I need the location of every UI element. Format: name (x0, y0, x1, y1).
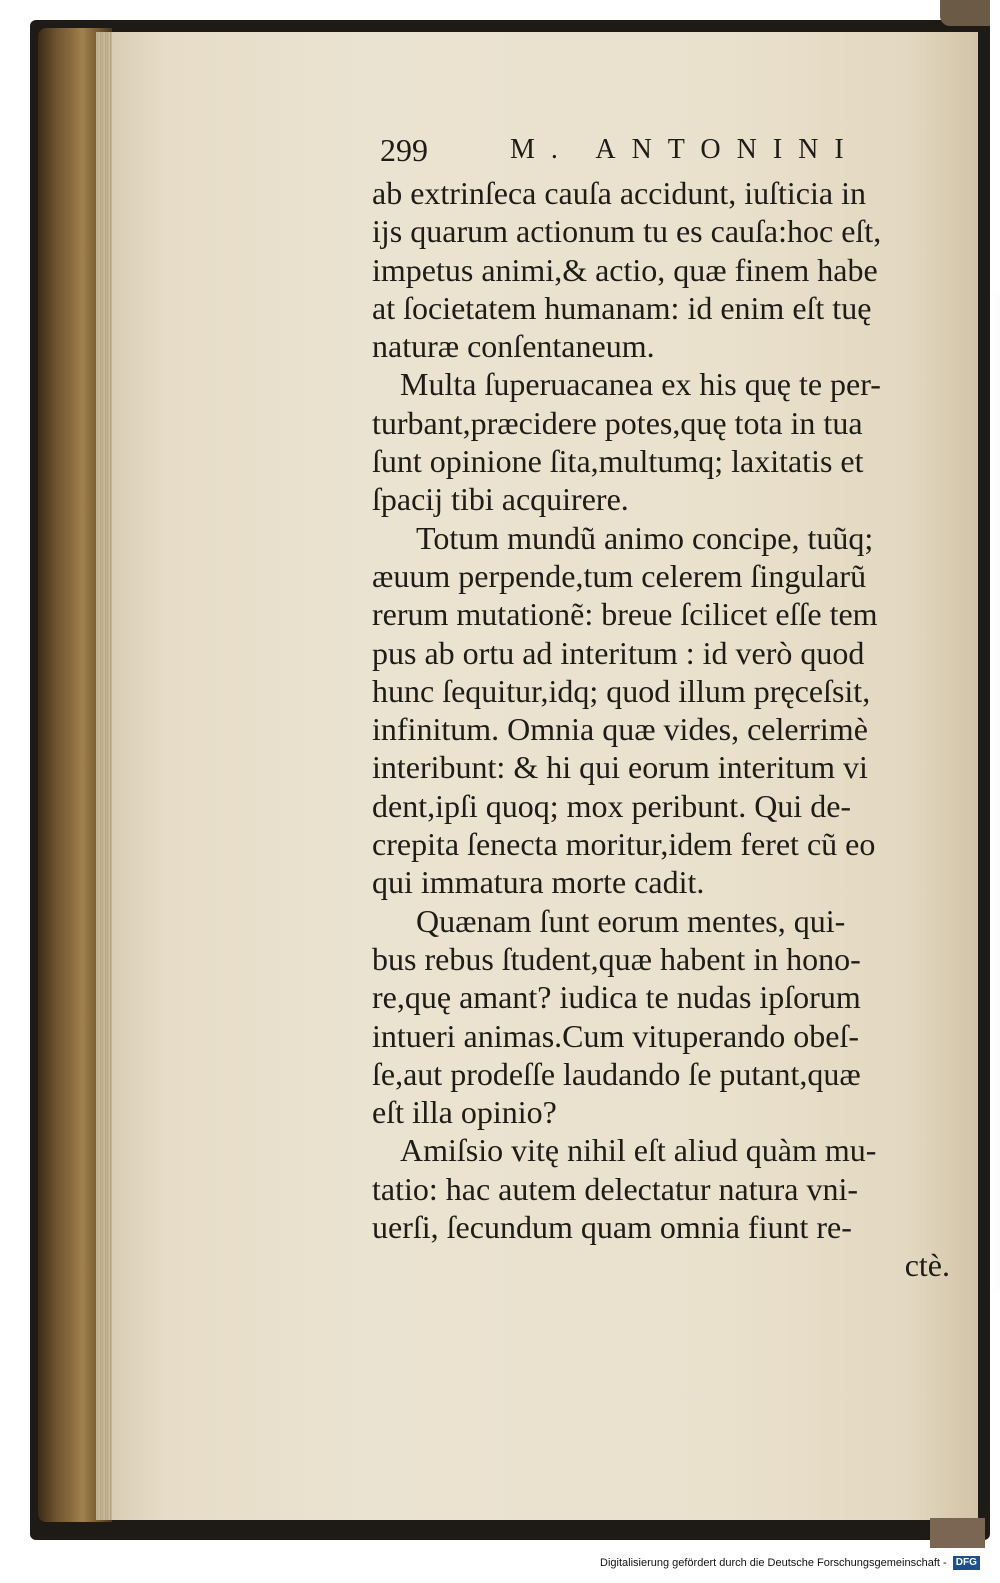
text-line: naturæ conſentaneum. (372, 328, 655, 365)
text-line: interibunt: & hi qui eorum interitum vi (372, 749, 868, 786)
text-line: ſpacij tibi acquirere. (372, 481, 629, 518)
text-line: ſe,aut prodeſſe laudando ſe putant,quæ (372, 1055, 861, 1092)
funding-note: Digitalisierung gefördert durch die Deutsche Forschungsgemeinschaft - (600, 1557, 947, 1569)
funding-footer (600, 1552, 990, 1574)
text-line: infinitum. Omnia quæ vides, celerrimè (372, 711, 868, 748)
text-line: ſunt opinione ſita,multumq; laxitatis et (372, 443, 864, 480)
text-line: at ſocietatem humanam: id enim eſt tuę (372, 289, 872, 326)
text-line: re,quę amant? iudica te nudas ipſorum (372, 979, 861, 1016)
text-line: ab extrinſeca cauſa accidunt, iuſticia in (372, 175, 866, 211)
text-line: dent,ipſi quoq; mox peribunt. Qui de- (372, 787, 852, 824)
catchword: ctè. (904, 1247, 950, 1284)
text-line: impetus animi,& actio, quæ finem habe (372, 251, 878, 288)
text-line: intueri animas.Cum vituperando obeſ- (372, 1017, 859, 1054)
text-line: hunc ſequitur,idq; quod illum pręceſsit, (372, 672, 871, 709)
paragraph-start: Amiſsio vitę nihil eſt aliud quàm mu- (400, 1132, 877, 1169)
paragraph-start: Multa ſuperuacanea ex his quę te per- (400, 366, 881, 403)
show-through-shadow (984, 292, 1000, 1292)
text-line: qui immatura morte cadit. (372, 864, 705, 901)
text-line: æuum perpende,tum celerem ſingularũ (372, 557, 867, 594)
paragraph-start: Totum mundũ animo concipe, tuũq; (416, 519, 874, 556)
text-line: crepita ſenecta moritur,idem feret cũ eo (372, 826, 876, 863)
text-line: bus rebus ſtudent,quæ habent in hono- (372, 940, 861, 977)
book-corner-bottom (930, 1518, 985, 1548)
book-corner-top (940, 0, 990, 26)
text-line: turbant,præcidere potes,quę tota in tua (372, 404, 863, 441)
text-line: ijs quarum actionum tu es cauſa:hoc eſt, (372, 213, 882, 250)
page-text (360, 130, 960, 1285)
paragraph-start: Quænam ſunt eorum mentes, qui- (416, 902, 846, 939)
text-line: pus ab ortu ad interitum : id verò quod (372, 634, 865, 671)
page-number: 299 (380, 132, 428, 168)
running-title: M. ANTONINI (510, 134, 860, 165)
text-line: uerſi, ſecundum quam omnia fiunt re- (372, 1209, 852, 1246)
text-line: tatio: hac autem delectatur natura vni- (372, 1170, 858, 1207)
text-line: eſt illa opinio? (372, 1094, 557, 1131)
dfg-logo: DFG (953, 1556, 980, 1570)
text-line: rerum mutationẽ: breue ſcilicet eſſe tem (372, 596, 878, 633)
running-header (360, 130, 960, 174)
